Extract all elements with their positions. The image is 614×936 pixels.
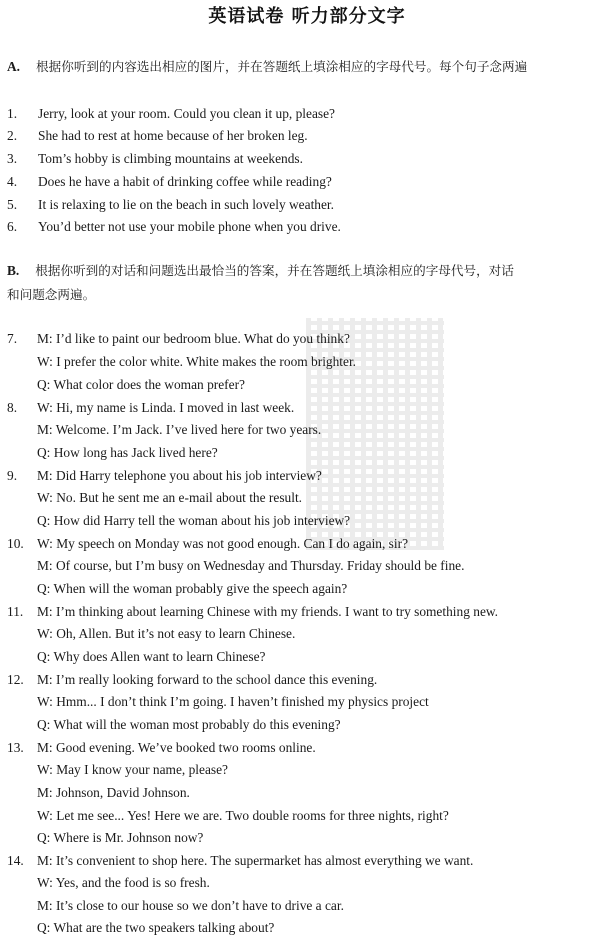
section-b-header — [7, 263, 514, 279]
item-text: She had to rest at home because of her broken leg. — [38, 128, 308, 143]
dialogue-line: Q: How long has Jack lived here? — [37, 445, 218, 460]
item-text: Does he have a habit of drinking coffee while reading? — [38, 174, 332, 189]
dialogue-line: M: I’m thinking about learning Chinese with my friends. I want to try something new. — [37, 604, 499, 619]
section-a-instruction: 根据你听到的内容选出相应的图片，并在答题纸上填涂相应的字母代号。每个句子念两遍 — [36, 59, 528, 74]
dialogue-line: Q: How did Harry tell the woman about his job interview? — [37, 513, 351, 528]
dialogue-line: M: Did Harry telephone you about his job interview? — [37, 468, 322, 483]
dialogue-line: M: Of course, but I’m busy on Wednesday and Thursday. Friday should be fine. — [37, 558, 465, 573]
item-number: 11. — [7, 604, 24, 619]
dialogue-line: Q: What will the woman most probably do this evening? — [37, 717, 341, 732]
dialogue-line: W: Yes, and the food is so fresh. — [37, 875, 210, 890]
dialogue-line: Q: What are the two speakers talking about? — [37, 920, 275, 935]
section-b-instruction-cont: 和问题念两遍。 — [7, 287, 96, 302]
item-text: Jerry, look at your room. Could you clean it up, please? — [38, 106, 335, 121]
dialogue-line: M: I’m really looking forward to the school dance this evening. — [37, 672, 378, 687]
dialogue-line: Q: What color does the woman prefer? — [37, 377, 245, 392]
dialogue-line: M: Johnson, David Johnson. — [37, 785, 190, 800]
item-number: 4. — [7, 174, 18, 189]
section-a-header — [7, 59, 527, 75]
item-number: 10. — [7, 536, 24, 551]
item-number: 2. — [7, 128, 18, 143]
dialogue-line: M: Good evening. We’ve booked two rooms online. — [37, 740, 316, 755]
dialogue-line: M: It’s convenient to shop here. The supermarket has almost everything we want. — [37, 853, 474, 868]
dialogue-line: W: My speech on Monday was not good enough. Can I do again, sir? — [37, 536, 409, 551]
dialogue-line: Q: When will the woman probably give the speech again? — [37, 581, 348, 596]
item-number: 1. — [7, 106, 18, 121]
page-title: 英语试卷 听力部分文字 — [208, 6, 406, 27]
dialogue-line: W: May I know your name, please? — [37, 762, 228, 777]
item-number: 6. — [7, 219, 18, 234]
dialogue-line: W: No. But he sent me an e-mail about the result. — [37, 490, 303, 505]
dialogue-line: W: Hmm... I don’t think I’m going. I haven’t finished my physics project — [37, 694, 429, 709]
section-b-letter: B. — [7, 263, 20, 278]
item-text: It is relaxing to lie on the beach in such lovely weather. — [38, 197, 334, 212]
section-b-instruction: 根据你听到的对话和问题选出最恰当的答案，并在答题纸上填涂相应的字母代号，对话 — [35, 263, 514, 278]
dialogue-line: W: Oh, Allen. But it’s not easy to learn Chinese. — [37, 626, 296, 641]
dialogue-line: M: Welcome. I’m Jack. I’ve lived here for two years. — [37, 422, 322, 437]
item-number: 9. — [7, 468, 18, 483]
item-text: You’d better not use your mobile phone when you drive. — [38, 219, 341, 234]
dialogue-line: W: I prefer the color white. White makes the room brighter. — [37, 354, 357, 369]
dialogue-line: M: I’d like to paint our bedroom blue. What do you think? — [37, 331, 350, 346]
item-number: 13. — [7, 740, 24, 755]
dialogue-line: Q: Why does Allen want to learn Chinese? — [37, 649, 266, 664]
item-number: 5. — [7, 197, 18, 212]
item-text: Tom’s hobby is climbing mountains at weekends. — [38, 151, 303, 166]
item-number: 8. — [7, 400, 18, 415]
dialogue-line: W: Hi, my name is Linda. I moved in last week. — [37, 400, 295, 415]
section-a-letter: A. — [7, 59, 21, 74]
dialogue-line: Q: Where is Mr. Johnson now? — [37, 830, 204, 845]
item-number: 7. — [7, 331, 18, 346]
item-number: 14. — [7, 853, 24, 868]
item-number: 3. — [7, 151, 18, 166]
item-number: 12. — [7, 672, 24, 687]
dialogue-line: M: It’s close to our house so we don’t have to drive a car. — [37, 898, 344, 913]
dialogue-line: W: Let me see... Yes! Here we are. Two double rooms for three nights, right? — [37, 808, 449, 823]
